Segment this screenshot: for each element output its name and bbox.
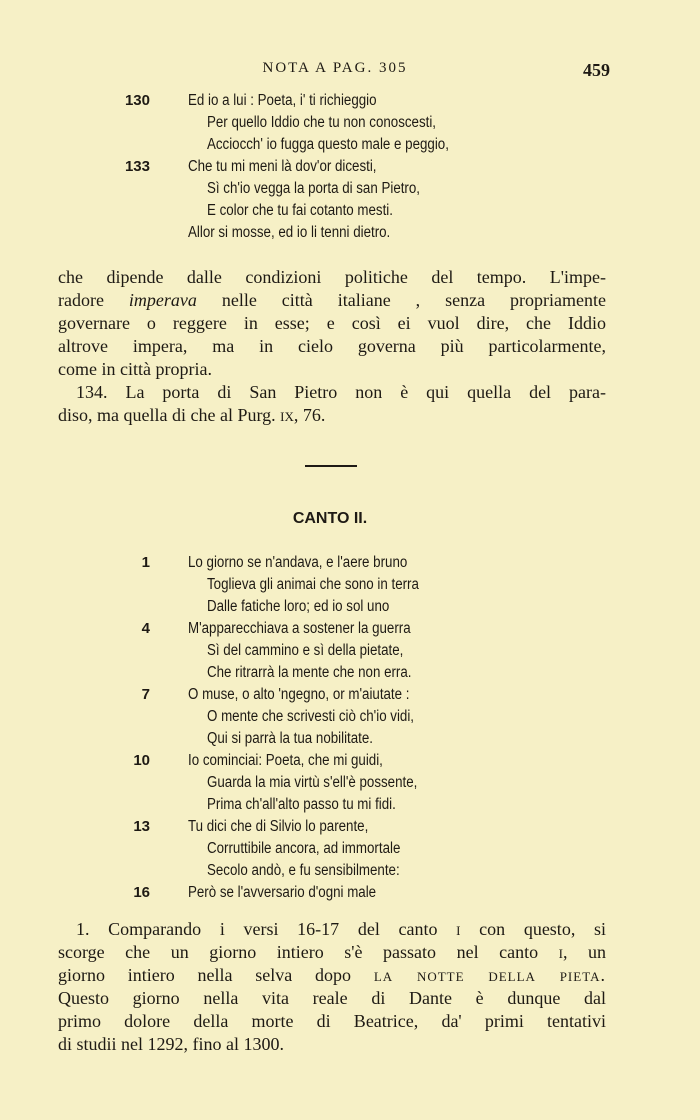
prose-line: scorge che un giorno intiero s'è passato nel canto i, un: [58, 942, 607, 962]
verse-line: Toglieva gli animai che sono in terra: [207, 576, 419, 593]
prose-line: che dipende dalle condizioni politiche del tempo. L'impe-: [58, 267, 606, 287]
page-header: [60, 60, 610, 86]
verse-line: Sì del cammino e sì della pietate,: [207, 642, 404, 659]
verse-line: O muse, o alto 'ngegno, or m'aiutate :: [188, 686, 410, 703]
prose-line: diso, ma quella di che al Purg. ix, 76.: [58, 405, 326, 425]
verse-line: Corruttibile ancora, ad immortale: [207, 840, 401, 857]
prose-line: altrove impera, ma in cielo governa più particolarmente,: [58, 336, 606, 356]
verse-line: Ed io a lui : Poeta, i' ti richieggio: [188, 92, 377, 109]
verse-line: Tu dici che di Silvio lo parente,: [188, 818, 369, 835]
verse-number: 10: [133, 752, 150, 769]
emphasis: imperava: [128, 290, 197, 310]
verse-line: Io cominciai: Poeta, che mi guidi,: [188, 752, 383, 769]
verse-line: Acciocch' io fugga questo male e peggio,: [207, 136, 449, 153]
prose-line: Questo giorno nella vita reale di Dante è dunque dal: [58, 988, 606, 1008]
verse-line: O mente che scrivesti ciò ch'io vidi,: [207, 708, 415, 725]
page-number: 459: [583, 60, 610, 80]
verse-number: 1: [141, 554, 150, 571]
running-title: NOTA A PAG. 305: [262, 60, 408, 76]
verse-line: Per quello Iddio che tu non conoscesti,: [207, 114, 436, 131]
verse-line: Guarda la mia virtù s'ell'è possente,: [207, 774, 418, 791]
verse-number: 130: [124, 92, 150, 109]
verse-line: E color che tu fai cotanto mesti.: [207, 202, 393, 219]
verse-number: 4: [141, 620, 150, 637]
verse-number: 13: [133, 818, 150, 835]
verse-line: Prima ch'all'alto passo tu mi fidi.: [207, 796, 396, 813]
prose-line: primo dolore della morte di Beatrice, da' primi tentativi: [58, 1011, 606, 1031]
prose-line: governare o reggere in esse; e così ei vuol dire, che Iddio: [58, 313, 606, 333]
small-caps-phrase: la notte della pieta.: [373, 965, 606, 985]
verse-line: Allor si mosse, ed io li tenni dietro.: [188, 224, 391, 241]
verse-number: 16: [133, 884, 150, 901]
verse-line: M'apparecchiava a sostener la guerra: [188, 620, 411, 637]
note-134: 134. La porta di San Pietro non è qui quella del para-: [76, 382, 606, 402]
verse-line: Qui si parrà la tua nobilitate.: [207, 730, 373, 747]
verse-number: 133: [124, 158, 150, 175]
section-divider: [305, 465, 357, 467]
prose-line: radore imperava nelle città italiane , senza propriamente: [58, 290, 606, 310]
prose-line: 1. Comparando i versi 16-17 del canto i con questo, si: [76, 919, 606, 939]
verse-line: Sì ch'io vegga la porta di san Pietro,: [207, 180, 420, 197]
canto-title: CANTO II.: [292, 510, 368, 527]
verse-line: Però se l'avversario d'ogni male: [188, 884, 377, 901]
commentary-note-1: [58, 918, 606, 1056]
verse-line: Dalle fatiche loro; ed io sol uno: [207, 598, 390, 615]
prose-line: giorno intiero nella selva dopo la notte della pieta.: [58, 965, 606, 985]
verse-number: 7: [141, 686, 150, 703]
verse-line: Che ritrarrà la mente che non erra.: [207, 664, 412, 681]
verse-line: Secolo andò, e fu sensibilmente:: [207, 862, 400, 879]
verse-line: Lo giorno se n'andava, e l'aere bruno: [188, 554, 408, 571]
commentary-paragraph: [58, 266, 606, 427]
prose-line: di studii nel 1292, fino al 1300.: [58, 1034, 284, 1054]
prose-line: come in città propria.: [58, 359, 212, 379]
verse-line: Che tu mi meni là dov'or dicesti,: [188, 158, 377, 175]
